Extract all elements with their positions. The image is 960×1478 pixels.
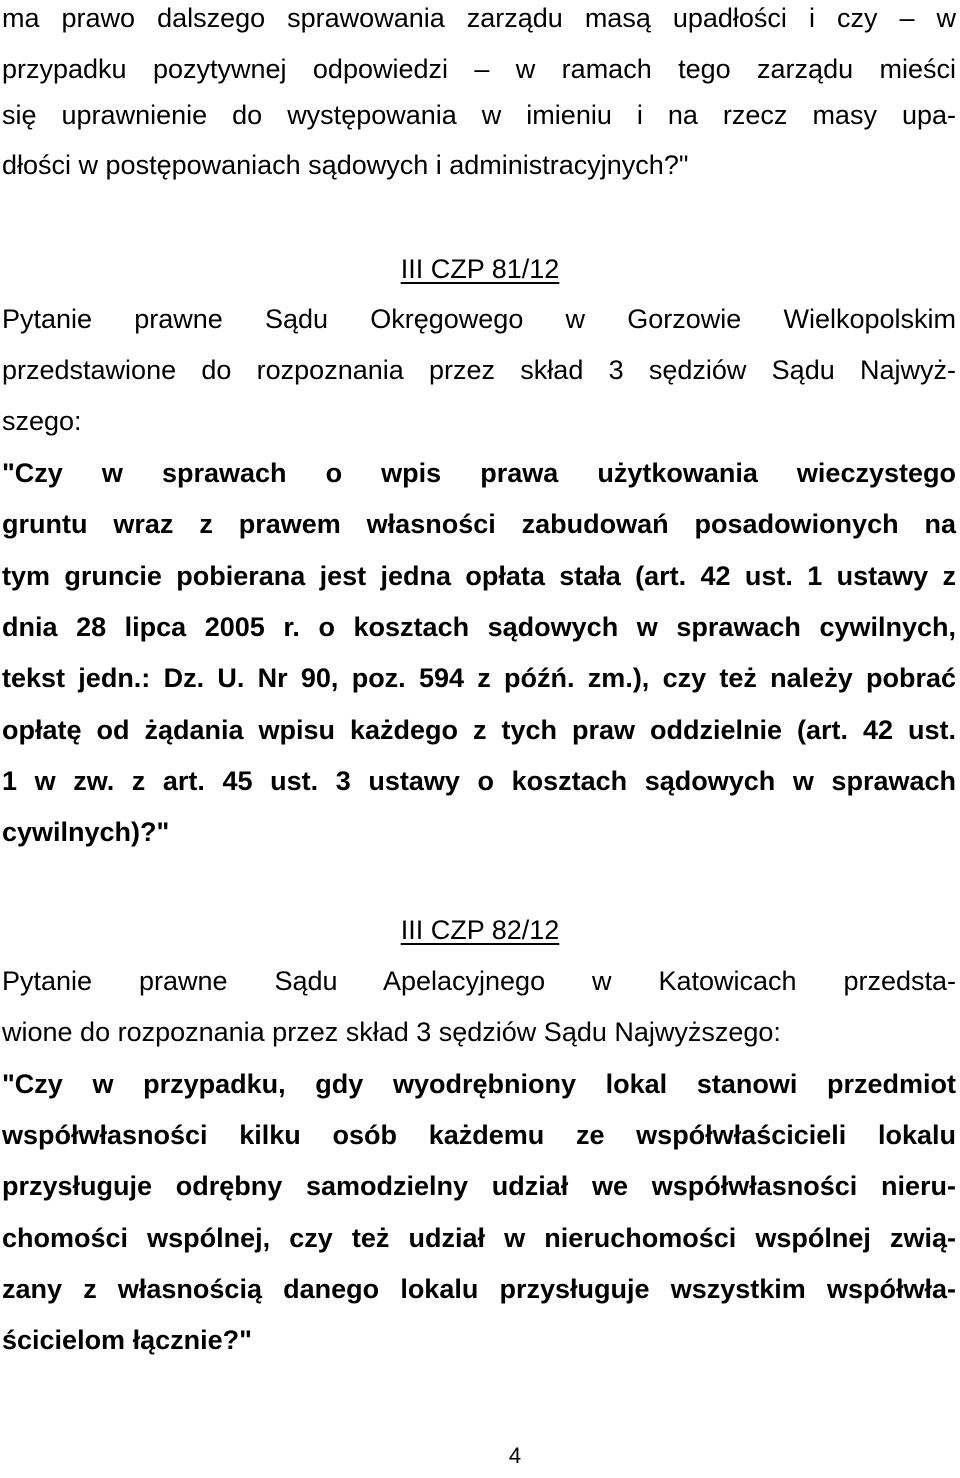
- intro-line: ma prawo dalszego sprawowania zarządu masą upadłości i czy – w: [2, 3, 956, 33]
- case-82-question-line: ścicielom łącznie?": [2, 1325, 252, 1355]
- case-82-question-line: "Czy w przypadku, gdy wyodrębniony lokal stanowi przedmiot: [2, 1069, 956, 1099]
- page-number: 4: [508, 1443, 522, 1468]
- case-82-question-line: chomości wspólnej, czy też udział w nieruchomości wspólnej zwią-: [2, 1223, 956, 1253]
- intro-line: dłości w postępowaniach sądowych i administracyjnych?": [2, 150, 689, 180]
- case-81-question-line: opłatę od żądania wpisu każdego z tych praw oddzielnie (art. 42 ust.: [2, 715, 956, 745]
- case-number-82: III CZP 82/12: [400, 915, 560, 945]
- case-81-question-line: dnia 28 lipca 2005 r. o kosztach sądowych w sprawach cywilnych,: [2, 612, 956, 642]
- case-81-question-line: 1 w zw. z art. 45 ust. 3 ustawy o kosztach sądowych w sprawach: [2, 766, 956, 796]
- intro-line: się uprawnienie do występowania w imieniu i na rzecz masy upa-: [2, 100, 956, 130]
- case-82-question-line: współwłasności kilku osób każdemu ze współwłaścicieli lokalu: [2, 1120, 956, 1150]
- case-81-intro-line: Pytanie prawne Sądu Okręgowego w Gorzowie Wielkopolskim: [2, 304, 956, 334]
- case-82-intro-line: Pytanie prawne Sądu Apelacyjnego w Katowicach przedsta-: [2, 966, 956, 996]
- case-number-81: III CZP 81/12: [400, 254, 560, 284]
- case-81-intro-line: przedstawione do rozpoznania przez skład 3 sędziów Sądu Najwyż-: [2, 355, 956, 385]
- case-81-intro-line: szego:: [2, 406, 82, 436]
- case-81-question-line: cywilnych)?": [2, 817, 170, 847]
- case-82-question-line: przysługuje odrębny samodzielny udział we współwłasności nieru-: [2, 1171, 956, 1201]
- case-81-question-line: gruntu wraz z prawem własności zabudowań posadowionych na: [2, 509, 956, 539]
- case-81-question-line: tekst jedn.: Dz. U. Nr 90, poz. 594 z późń. zm.), czy też należy pobrać: [2, 663, 956, 693]
- intro-line: przypadku pozytywnej odpowiedzi – w ramach tego zarządu mieści: [2, 54, 956, 84]
- case-81-question-line: tym gruncie pobierana jest jedna opłata stała (art. 42 ust. 1 ustawy z: [2, 561, 956, 591]
- case-82-question-line: zany z własnością danego lokalu przysługuje wszystkim współwła-: [2, 1274, 956, 1304]
- case-81-question-line: "Czy w sprawach o wpis prawa użytkowania wieczystego: [2, 458, 956, 488]
- case-82-intro-line: wione do rozpoznania przez skład 3 sędziów Sądu Najwyższego:: [2, 1017, 781, 1047]
